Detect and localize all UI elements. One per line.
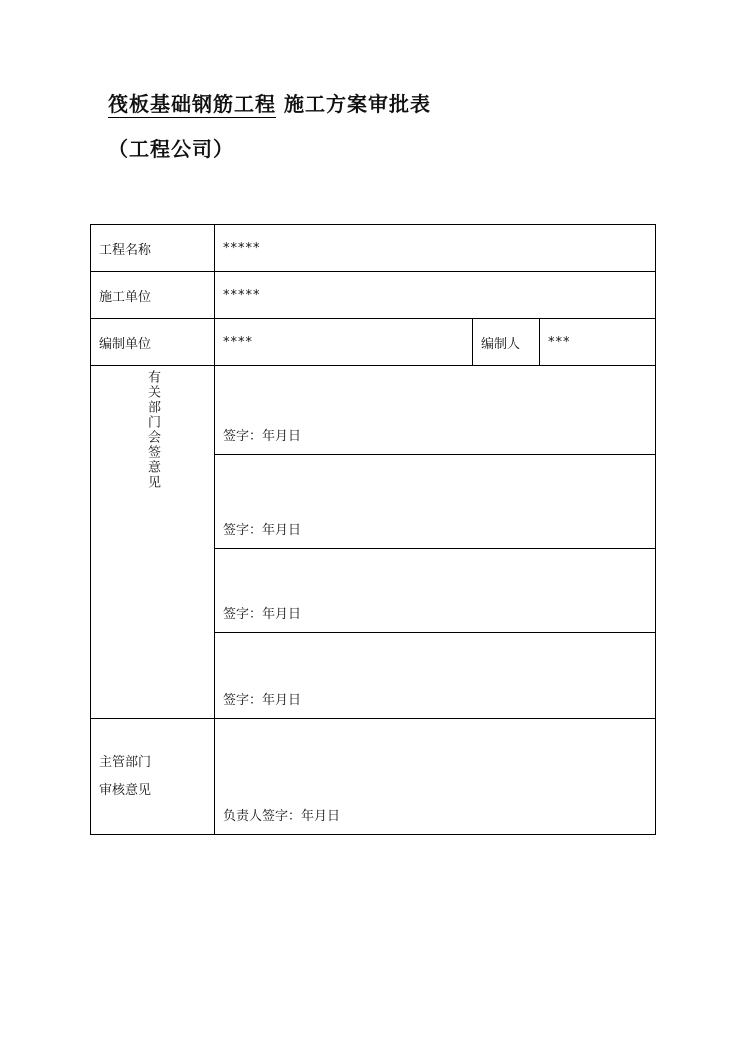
dept-signature-3[interactable]: 签字：年月日	[215, 549, 656, 633]
dept-signature-4[interactable]: 签字：年月日	[215, 633, 656, 719]
supervisor-label-line1: 主管部门	[99, 754, 152, 770]
compiling-unit-label: 编制单位	[91, 319, 215, 366]
compiling-unit-value[interactable]: ****	[215, 319, 473, 366]
title-form-name: 施工方案审批表	[283, 92, 431, 116]
dept-opinion-label-cell	[91, 366, 215, 719]
row-project-name	[91, 225, 656, 272]
title-project: 筏板基础钢筋工程	[108, 92, 276, 116]
dept-opinion-label: 有关部门会签意见	[145, 370, 160, 490]
dept-signature-1[interactable]: 签字：年月日	[215, 366, 656, 455]
supervisor-label-line2: 审核意见	[99, 782, 152, 798]
approval-form-table	[90, 224, 656, 835]
construction-unit-value[interactable]: *****	[215, 272, 656, 319]
row-compiling-unit	[91, 319, 656, 366]
page-title	[108, 88, 431, 117]
project-name-value[interactable]: *****	[215, 225, 656, 272]
row-construction-unit	[91, 272, 656, 319]
construction-unit-label: 施工单位	[91, 272, 215, 319]
supervisor-label-cell	[91, 719, 215, 835]
compiler-label: 编制人	[473, 319, 540, 366]
row-supervisor-opinion	[91, 719, 656, 835]
dept-signature-2[interactable]: 签字：年月日	[215, 455, 656, 549]
project-name-label: 工程名称	[91, 225, 215, 272]
page-subtitle: （工程公司）	[108, 137, 234, 161]
responsible-signature[interactable]: 负责人签字：年月日	[215, 719, 656, 835]
row-dept-opinion-1	[91, 366, 656, 455]
compiler-value[interactable]: ***	[540, 319, 656, 366]
